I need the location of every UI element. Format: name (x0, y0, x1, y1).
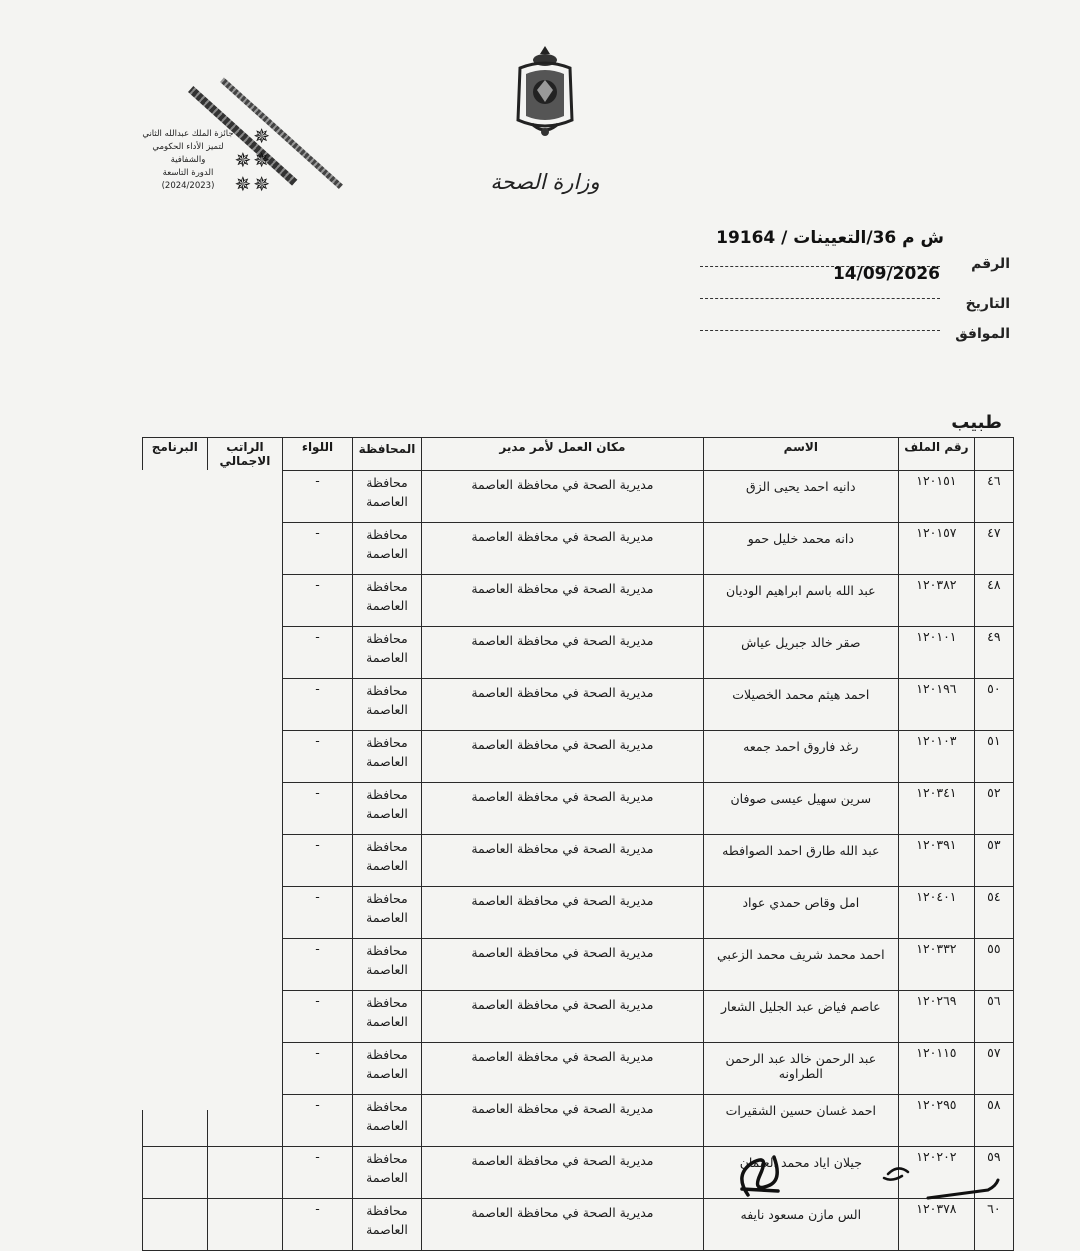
row-district: - (283, 991, 353, 1043)
row-file-no: ١٢٠١٠٣ (899, 731, 975, 783)
row-program (143, 1147, 208, 1199)
row-workplace: مديرية الصحة في محافظة العاصمة (422, 1043, 703, 1095)
row-name: الس مازن مسعود نايفه (703, 1199, 899, 1251)
row-workplace: مديرية الصحة في محافظة العاصمة (422, 783, 703, 835)
header-salary: الراتب الاجمالي (207, 438, 283, 471)
row-governorate: محافظة العاصمة (352, 731, 422, 783)
row-governorate: محافظة العاصمة (352, 679, 422, 731)
row-index: ٥٤ (974, 887, 1013, 939)
row-name: صقر خالد جبريل عياش (703, 627, 899, 679)
row-governorate: محافظة العاصمة (352, 575, 422, 627)
emblem (505, 20, 585, 140)
initials-icon (878, 1160, 1008, 1206)
row-index: ٤٦ (974, 471, 1013, 523)
row-district: - (283, 679, 353, 731)
award-line: الدورة التاسعة (162, 168, 214, 178)
row-file-no: ١٢٠١٥٧ (899, 523, 975, 575)
row-governorate: محافظة العاصمة (352, 939, 422, 991)
row-file-no: ١٢٠١١٥ (899, 1043, 975, 1095)
header-index (974, 438, 1013, 471)
row-workplace: مديرية الصحة في محافظة العاصمة (422, 679, 703, 731)
row-name: امل وقاص حمدي عواد (703, 887, 899, 939)
row-index: ٤٧ (974, 523, 1013, 575)
star-icon: ✵ (253, 172, 270, 196)
date-value: 14/09/2026 (832, 264, 940, 284)
table-row (143, 1199, 1014, 1251)
signature-icon (730, 1145, 790, 1203)
award-line: (2024/2023) (161, 181, 215, 191)
row-district: - (283, 575, 353, 627)
corresponding-label: الموافق (955, 326, 1010, 342)
header-workplace: مكان العمل لأمر مدير (422, 438, 703, 471)
row-index: ٤٨ (974, 575, 1013, 627)
row-district: - (283, 731, 353, 783)
row-district: - (283, 783, 353, 835)
reference-block (690, 228, 1010, 346)
row-workplace: مديرية الصحة في محافظة العاصمة (422, 627, 703, 679)
row-file-no: ١٢٠٣٣٢ (899, 939, 975, 991)
award-line: جائزة الملك عبدالله الثاني (142, 129, 234, 139)
row-name: احمد هيثم محمد الخصيلات (703, 679, 899, 731)
row-name: عبد الله باسم ابراهيم الوديان (703, 575, 899, 627)
row-index: ٥٢ (974, 783, 1013, 835)
row-index: ٥٥ (974, 939, 1013, 991)
row-index: ٥٠ (974, 679, 1013, 731)
row-district: - (283, 939, 353, 991)
emblem-caption (505, 20, 585, 36)
row-file-no: ١٢٠١٩٦ (899, 679, 975, 731)
row-name: دانيه احمد يحيى الزق (703, 471, 899, 523)
row-salary (207, 1199, 283, 1251)
row-governorate: محافظة العاصمة (352, 835, 422, 887)
row-workplace: مديرية الصحة في محافظة العاصمة (422, 1095, 703, 1147)
row-name: عبد الرحمن خالد عبد الرحمن الطراونه (703, 1043, 899, 1095)
row-governorate: محافظة العاصمة (352, 1095, 422, 1147)
row-index: ٥٨ (974, 1095, 1013, 1147)
star-icon: ✵ (234, 148, 252, 172)
row-name: احمد محمد شريف محمد الزعبي (703, 939, 899, 991)
star-icon: ✵ (253, 124, 270, 148)
row-district: - (283, 523, 353, 575)
row-workplace: مديرية الصحة في محافظة العاصمة (422, 731, 703, 783)
row-governorate: محافظة العاصمة (352, 887, 422, 939)
redacted-area (142, 470, 282, 1110)
row-workplace: مديرية الصحة في محافظة العاصمة (422, 523, 703, 575)
row-name: دانه محمد خليل حمو (703, 523, 899, 575)
row-workplace: مديرية الصحة في محافظة العاصمة (422, 1147, 703, 1199)
row-file-no: ١٢٠٤٠١ (899, 887, 975, 939)
row-index: ٤٩ (974, 627, 1013, 679)
table-header-row (143, 438, 1014, 471)
row-index: ٦٠ (974, 1199, 1013, 1251)
star-icon: ✵ (253, 148, 270, 172)
row-workplace: مديرية الصحة في محافظة العاصمة (422, 835, 703, 887)
date-rule (700, 298, 940, 299)
row-file-no: ١٢٠٣٧٨ (899, 1199, 975, 1251)
row-name: سرين سهيل عيسى صوفان (703, 783, 899, 835)
reference-number-label: الرقم (971, 256, 1010, 272)
row-salary (207, 1147, 283, 1199)
row-file-no: ١٢٠١٥١ (899, 471, 975, 523)
row-governorate: محافظة العاصمة (352, 1147, 422, 1199)
row-file-no: ١٢٠٢٦٩ (899, 991, 975, 1043)
row-governorate: محافظة العاصمة (352, 471, 422, 523)
row-workplace: مديرية الصحة في محافظة العاصمة (422, 575, 703, 627)
star-icon: ✵ (234, 172, 252, 196)
row-index: ٥٦ (974, 991, 1013, 1043)
row-index: ٥١ (974, 731, 1013, 783)
section-title: طبيب (951, 412, 1002, 433)
row-program (143, 1199, 208, 1251)
reference-number-line (690, 256, 1010, 286)
row-file-no: ١٢٠٣٩١ (899, 835, 975, 887)
row-workplace: مديرية الصحة في محافظة العاصمة (422, 991, 703, 1043)
row-name: احمد غسان حسين الشقيرات (703, 1095, 899, 1147)
award-badge (60, 80, 280, 250)
header-district: اللواء (283, 438, 353, 471)
corresponding-rule (700, 330, 940, 331)
row-file-no: ١٢٠٣٨٢ (899, 575, 975, 627)
row-workplace: مديرية الصحة في محافظة العاصمة (422, 471, 703, 523)
row-file-no: ١٢٠٢٠٢ (899, 1147, 975, 1199)
award-line: لتميز الأداء الحكومي والشفافية (152, 142, 224, 165)
header-governorate: المحافظة (352, 438, 422, 471)
date-line (690, 286, 1010, 316)
corresponding-line (690, 316, 1010, 346)
row-district: - (283, 627, 353, 679)
row-workplace: مديرية الصحة في محافظة العاصمة (422, 939, 703, 991)
award-stars (206, 124, 270, 196)
header-file-no: رقم الملف (899, 438, 975, 471)
row-name: عبد الله طارق احمد الصوافطه (703, 835, 899, 887)
row-file-no: ١٢٠٣٤١ (899, 783, 975, 835)
header-program: البرنامج (143, 438, 208, 471)
row-index: ٥٣ (974, 835, 1013, 887)
row-governorate: محافظة العاصمة (352, 991, 422, 1043)
row-name: جيلان اياد محمد العثمان (703, 1147, 899, 1199)
row-district: - (283, 1147, 353, 1199)
row-governorate: محافظة العاصمة (352, 523, 422, 575)
row-governorate: محافظة العاصمة (352, 1043, 422, 1095)
header-name: الاسم (703, 438, 899, 471)
row-district: - (283, 1043, 353, 1095)
row-district: - (283, 1095, 353, 1147)
row-district: - (283, 887, 353, 939)
row-district: - (283, 471, 353, 523)
row-name: عاصم فياض عبد الجليل الشعار (703, 991, 899, 1043)
date-label: التاريخ (965, 296, 1010, 312)
row-district: - (283, 1199, 353, 1251)
row-governorate: محافظة العاصمة (352, 783, 422, 835)
row-workplace: مديرية الصحة في محافظة العاصمة (422, 1199, 703, 1251)
row-workplace: مديرية الصحة في محافظة العاصمة (422, 887, 703, 939)
row-file-no: ١٢٠١٠١ (899, 627, 975, 679)
ministry-name: وزارة الصحة (490, 170, 600, 194)
row-district: - (283, 835, 353, 887)
row-governorate: محافظة العاصمة (352, 1199, 422, 1251)
row-index: ٥٩ (974, 1147, 1013, 1199)
row-governorate: محافظة العاصمة (352, 627, 422, 679)
reference-number-value: ش م 36/التعيينات / 19164 (716, 228, 944, 248)
row-index: ٥٧ (974, 1043, 1013, 1095)
row-name: رغد فاروق احمد جمعه (703, 731, 899, 783)
row-file-no: ١٢٠٢٩٥ (899, 1095, 975, 1147)
coat-of-arms-icon (512, 40, 578, 140)
